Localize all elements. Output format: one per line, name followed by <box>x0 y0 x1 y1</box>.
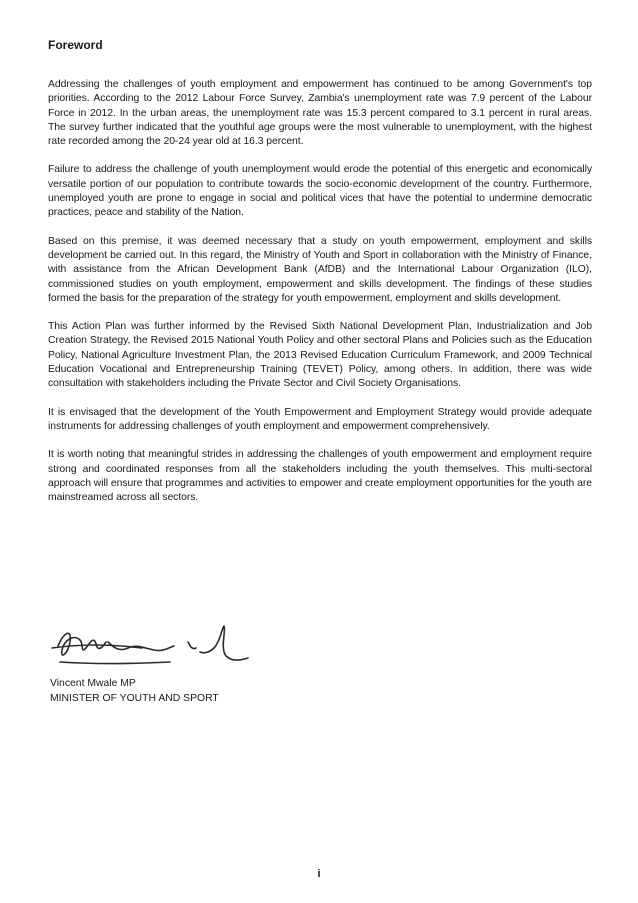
paragraph: It is envisaged that the development of the Youth Empowerment and Employment Strategy would provide adequate instruments for addressing challenges of youth employment and empowerment comprehensively. <box>48 406 592 432</box>
paragraph: Failure to address the challenge of youth unemployment would erode the potential of this energetic and economically versatile portion of our population to contribute towards the socio-economic development of the country. Furthermore, unemployed youth are prone to engage in social and political vices that have the potential to undermine democratic practices, peace and stability of the Nation. <box>48 164 592 219</box>
signatory-title: MINISTER OF YOUTH AND SPORT <box>50 692 219 704</box>
signature-stroke <box>60 662 170 664</box>
signatory-name: Vincent Mwale MP <box>50 678 136 689</box>
signature-stroke <box>58 633 106 655</box>
handwritten-signature <box>50 618 260 670</box>
signature-stroke <box>200 626 248 660</box>
paragraph: It is worth noting that meaningful strides in addressing the challenges of youth empowerment and employment require strong and coordinated responses from all the stakeholders including the youth themselves. This multi-sectoral approach will ensure that programmes and activities to empower and create employment opportunities for the youth are mainstreamed across all sectors. <box>48 449 592 504</box>
paragraph: Based on this premise, it was deemed necessary that a study on youth empowerment, employment and skills development be carried out. In this regard, the Ministry of Youth and Sport in collaboration with the Ministry of Finance, with assistance from the African Development Bank (AfDB) and the International Labour Organization (ILO), commissioned studies on youth employment, empowerment and skills development. The findings of these studies formed the basis for the preparation of the strategy for youth empowerment, employment and skills development. <box>48 235 592 304</box>
foreword-body <box>48 78 592 519</box>
page-number: i <box>317 868 321 880</box>
signature-stroke <box>188 642 196 649</box>
paragraph: This Action Plan was further informed by the Revised Sixth National Development Plan, Industrialization and Job Creation Strategy, the Revised 2015 National Youth Policy and other sectoral Plans and Policies such as the Education Policy, National Agriculture Investment Plan, the 2013 Revised Education Curriculum Framework, and 2009 Technical Education Vocational and Entrepreneurship Training (TEVET) Policy, among others. In addition, there was wide consultation with stakeholders including the Private Sector and Civil Society Organisations. <box>48 321 592 390</box>
page-title: Foreword <box>48 38 103 52</box>
paragraph: Addressing the challenges of youth employment and empowerment has continued to be among Government's top priorities. According to the 2012 Labour Force Survey, Zambia's unemployment rate was 7.9 percent of the Labour Force in 2012. In the urban areas, the unemployment rate was 15.3 percent compared to 3.1 percent in rural areas. The survey further indicated that the youthful age groups were the most vulnerable to unemployment, with the highest rate recorded among the 20-24 year old at 16.3 percent. <box>48 79 592 148</box>
signatory-block <box>50 677 219 706</box>
